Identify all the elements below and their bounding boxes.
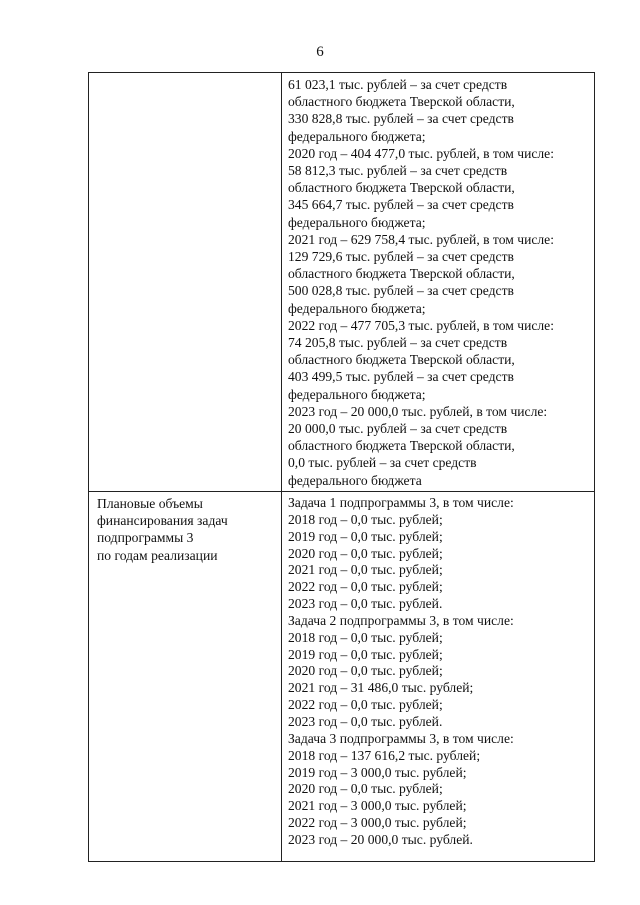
cell-text-line: по годам реализации xyxy=(97,547,218,563)
cell-text-line: 330 828,8 тыс. рублей – за счет средств xyxy=(288,111,514,127)
row-1-right-cell xyxy=(282,73,594,491)
page-number: 6 xyxy=(316,44,324,60)
cell-text-line: федерального бюджета; xyxy=(288,386,426,402)
cell-text-line: 58 812,3 тыс. рублей – за счет средств xyxy=(288,163,508,179)
cell-text-line: 2020 год – 0,0 тыс. рублей; xyxy=(288,545,443,561)
cell-text-line: областного бюджета Тверской области, xyxy=(288,266,515,282)
cell-text-line: Задача 3 подпрограммы 3, в том числе: xyxy=(288,730,514,746)
cell-text-line: областного бюджета Тверской области, xyxy=(288,94,515,110)
cell-text-line: федерального бюджета; xyxy=(288,128,426,144)
row-2-left-cell xyxy=(89,492,282,862)
cell-text-line: финансирования задач xyxy=(97,513,228,529)
row-2-right-cell xyxy=(282,492,594,862)
cell-text-line: 2018 год – 137 616,2 тыс. рублей; xyxy=(288,747,481,763)
cell-text-line: 2018 год – 0,0 тыс. рублей; xyxy=(288,511,443,527)
cell-text-line: Плановые объемы xyxy=(97,496,203,511)
table-row-continued-funding xyxy=(89,73,594,491)
cell-text-line: 20 000,0 тыс. рублей – за счет средств xyxy=(288,421,508,437)
cell-text-line: 2019 год – 3 000,0 тыс. рублей; xyxy=(288,764,467,780)
cell-text-line: 2021 год – 3 000,0 тыс. рублей; xyxy=(288,798,467,814)
cell-text-line: 500 028,8 тыс. рублей – за счет средств xyxy=(288,283,514,299)
cell-text-line: подпрограммы 3 xyxy=(97,530,194,546)
cell-text-line: 403 499,5 тыс. рублей – за счет средств xyxy=(288,369,514,385)
cell-text-line: 2021 год – 0,0 тыс. рублей; xyxy=(288,562,443,578)
cell-text-line: 2023 год – 0,0 тыс. рублей. xyxy=(288,713,443,729)
cell-text-line: 2019 год – 0,0 тыс. рублей; xyxy=(288,646,443,662)
cell-text-line: 129 729,6 тыс. рублей – за счет средств xyxy=(288,249,514,265)
cell-text-line: областного бюджета Тверской области, xyxy=(288,352,515,368)
budget-table xyxy=(88,72,595,862)
cell-text-line: 2022 год – 0,0 тыс. рублей; xyxy=(288,697,443,713)
cell-text-line: 61 023,1 тыс. рублей – за счет средств xyxy=(288,77,508,92)
cell-text-line: 2022 год – 0,0 тыс. рублей; xyxy=(288,579,443,595)
cell-text-line: федерального бюджета xyxy=(288,472,422,488)
cell-text-line: областного бюджета Тверской области, xyxy=(288,180,515,196)
cell-text-line: 2023 год – 20 000,0 тыс. рублей, в том числе: xyxy=(288,403,548,419)
cell-text-line: 2020 год – 0,0 тыс. рублей; xyxy=(288,781,443,797)
cell-text-line: 2023 год – 20 000,0 тыс. рублей. xyxy=(288,831,473,847)
cell-text-line: 2021 год – 629 758,4 тыс. рублей, в том числе: xyxy=(288,231,554,247)
cell-text-line: 2022 год – 477 705,3 тыс. рублей, в том числе: xyxy=(288,317,554,333)
cell-text-line: 74 205,8 тыс. рублей – за счет средств xyxy=(288,335,508,351)
cell-text-line: Задача 2 подпрограммы 3, в том числе: xyxy=(288,612,514,628)
cell-text-line: 2020 год – 404 477,0 тыс. рублей, в том числе: xyxy=(288,145,554,161)
row-1-left-cell xyxy=(89,73,282,491)
table-row-task-funding xyxy=(89,491,594,862)
cell-text-line: 2020 год – 0,0 тыс. рублей; xyxy=(288,663,443,679)
cell-text-line: федерального бюджета; xyxy=(288,214,426,230)
cell-text-line: 2018 год – 0,0 тыс. рублей; xyxy=(288,629,443,645)
cell-text-line: 0,0 тыс. рублей – за счет средств xyxy=(288,455,477,471)
cell-text-line: 2022 год – 3 000,0 тыс. рублей; xyxy=(288,815,467,831)
cell-text-line: федерального бюджета; xyxy=(288,300,426,316)
cell-text-line: 345 664,7 тыс. рублей – за счет средств xyxy=(288,197,514,213)
cell-text-line: 2023 год – 0,0 тыс. рублей. xyxy=(288,596,443,612)
cell-text-line: 2019 год – 0,0 тыс. рублей; xyxy=(288,528,443,544)
cell-text-line: областного бюджета Тверской области, xyxy=(288,438,515,454)
cell-text-line: Задача 1 подпрограммы 3, в том числе: xyxy=(288,495,514,510)
cell-text-line: 2021 год – 31 486,0 тыс. рублей; xyxy=(288,680,474,696)
